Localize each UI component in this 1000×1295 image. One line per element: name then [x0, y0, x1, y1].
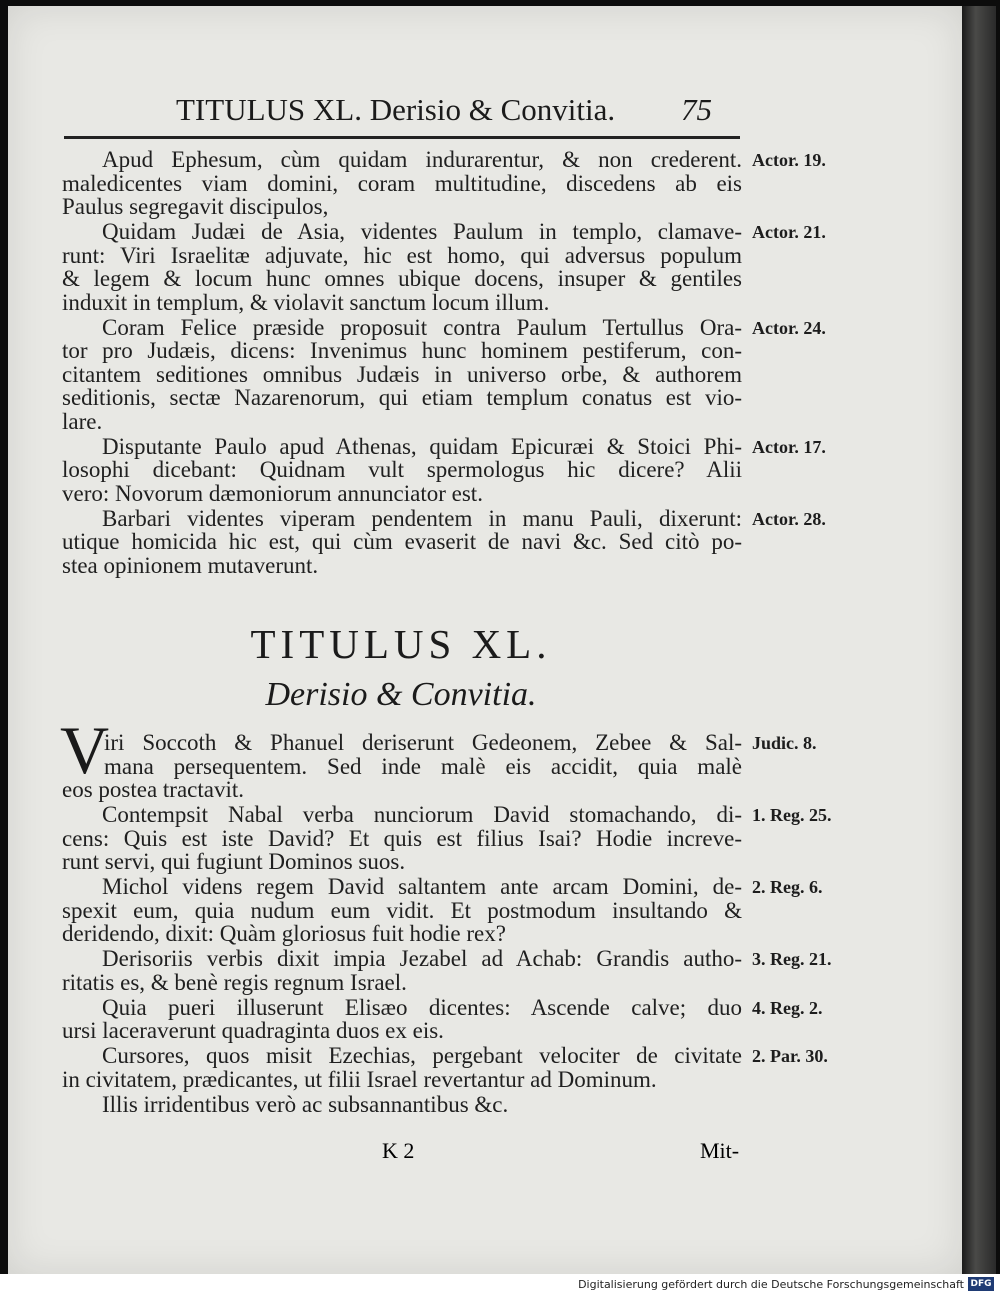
paragraph [62, 316, 742, 434]
text-line: eos postea tractavit. [62, 777, 245, 802]
text-line: cens: Quis est iste David? Et quis est filius Isai? Hodie increve- [62, 825, 742, 851]
text-line: runt: Viri Israelitæ adjuvate, hic est homo, qui adversus populum [62, 242, 742, 268]
page-edge [962, 6, 996, 1274]
text-line: Cursores, quos misit Ezechias, pergebant velociter de civitate [102, 1043, 742, 1068]
text-line: Derisoriis verbis dixit impia Jezabel ad Achab: Grandis autho- [102, 946, 742, 971]
margin-reference: 3. Reg. 21. [752, 949, 832, 969]
dfg-logo: DFG [968, 1277, 994, 1291]
text-line: spexit eum, quia nudum eum vidit. Et postmodum insultando & [62, 897, 742, 923]
paragraph [62, 875, 742, 946]
text-line: Paulus segregavit discipulos, [62, 194, 329, 219]
paragraph [62, 803, 742, 874]
drop-capital: V [60, 712, 110, 788]
text-line: Apud Ephesum, cùm quidam indurarentur, & non crederent. [102, 147, 742, 172]
text-line: iri Soccoth & Phanuel deriserunt Gedeonem, Zebee & Sal- [104, 730, 742, 755]
paragraph [62, 731, 742, 802]
margin-reference: Judic. 8. [752, 733, 817, 753]
margin-reference: 2. Par. 30. [752, 1046, 828, 1066]
text-line: runt servi, qui fugiunt Dominos suos. [62, 849, 406, 874]
signature-mark: K 2 [382, 1138, 415, 1163]
margin-reference: 4. Reg. 2. [752, 997, 823, 1018]
page-number: 75 [681, 92, 712, 127]
text-line: mana persequentem. Sed inde malè eis accidit, quia malè [104, 753, 742, 779]
margin-reference: Actor. 17. [752, 436, 826, 457]
text-line: seditionis, sectæ Nazarenorum, qui etiam templum conatus est vio- [62, 385, 742, 410]
text-line: tor pro Judæis, dicens: Invenimus hunc hominem pestiferum, con- [62, 338, 742, 363]
text-line: vero: Novorum dæmoniorum annunciator est. [62, 480, 483, 506]
text-line: ursi laceraverunt quadraginta duos ex eis. [62, 1018, 444, 1043]
text-line: citantem seditiones omnibus Judæis in universo orbe, & authorem [62, 361, 742, 387]
paragraph [62, 220, 742, 314]
text-line: lare. [62, 408, 103, 434]
section-subtitle: Derisio & Convitia. [265, 676, 537, 713]
margin-reference: Actor. 24. [752, 317, 826, 338]
funding-credit: Digitalisierung gefördert durch die Deutsche Forschungsgemeinschaft [578, 1278, 964, 1291]
margin-reference: Actor. 21. [752, 222, 826, 242]
catchword: Mit- [700, 1138, 740, 1163]
text-line: Quia pueri illuserunt Elisæo dicentes: Ascende calve; duo [102, 994, 742, 1020]
paragraph [62, 1044, 742, 1091]
footer-bar [0, 1274, 1000, 1295]
text-line: Coram Felice præside proposuit contra Paulum Tertullus Ora- [102, 314, 742, 340]
text-line: losophi dicebant: Quidnam vult spermologus hic dicere? Alii [62, 457, 742, 482]
text-line: Barbari videntes viperam pendentem in manu Pauli, dixerunt: [102, 505, 742, 531]
text-line: in civitatem, prædicantes, ut filii Israel revertantur ad Dominum. [62, 1066, 657, 1092]
paragraph [62, 1093, 742, 1117]
margin-reference: Actor. 19. [752, 150, 826, 170]
text-line: Illis irridentibus verò ac subsannantibus &c. [102, 1091, 509, 1117]
margin-reference: 1. Reg. 25. [752, 805, 832, 825]
text-line: ritatis es, & benè regis regnum Israel. [62, 969, 407, 995]
margin-reference: Actor. 28. [752, 508, 826, 529]
text-line: & legem & locum hunc omnes ubique docens, insuper & gentiles [62, 266, 742, 291]
paragraph [62, 435, 742, 506]
text-line: deridendo, dixit: Quàm gloriosus fuit hodie rex? [62, 921, 506, 946]
text-line: Disputante Paulo apud Athenas, quidam Epicuræi & Stoici Phi- [102, 433, 742, 459]
text-line: stea opinionem mutaverunt. [62, 552, 319, 578]
header-rule [64, 136, 740, 139]
text-line: maledicentes viam domini, coram multitudine, discedens ab eis [62, 170, 742, 196]
paragraph [62, 507, 742, 578]
text-line: utique homicida hic est, qui cùm evaserit de navi &c. Sed citò po- [62, 529, 742, 554]
running-title: TITULUS XL. Derisio & Convitia. [176, 92, 616, 127]
section-title: TITULUS XL. [250, 621, 552, 667]
text-line: induxit in templum, & violavit sanctum locum illum. [62, 289, 550, 315]
text-line: Quidam Judæi de Asia, videntes Paulum in templo, clamave- [102, 219, 742, 244]
paragraph [62, 148, 742, 219]
paragraph [62, 996, 742, 1043]
paragraph [62, 947, 742, 994]
text-line: Contempsit Nabal verba nunciorum David stomachando, di- [102, 802, 742, 827]
text-line: Michol videns regem David saltantem ante arcam Domini, de- [102, 874, 742, 899]
margin-reference: 2. Reg. 6. [752, 877, 823, 897]
